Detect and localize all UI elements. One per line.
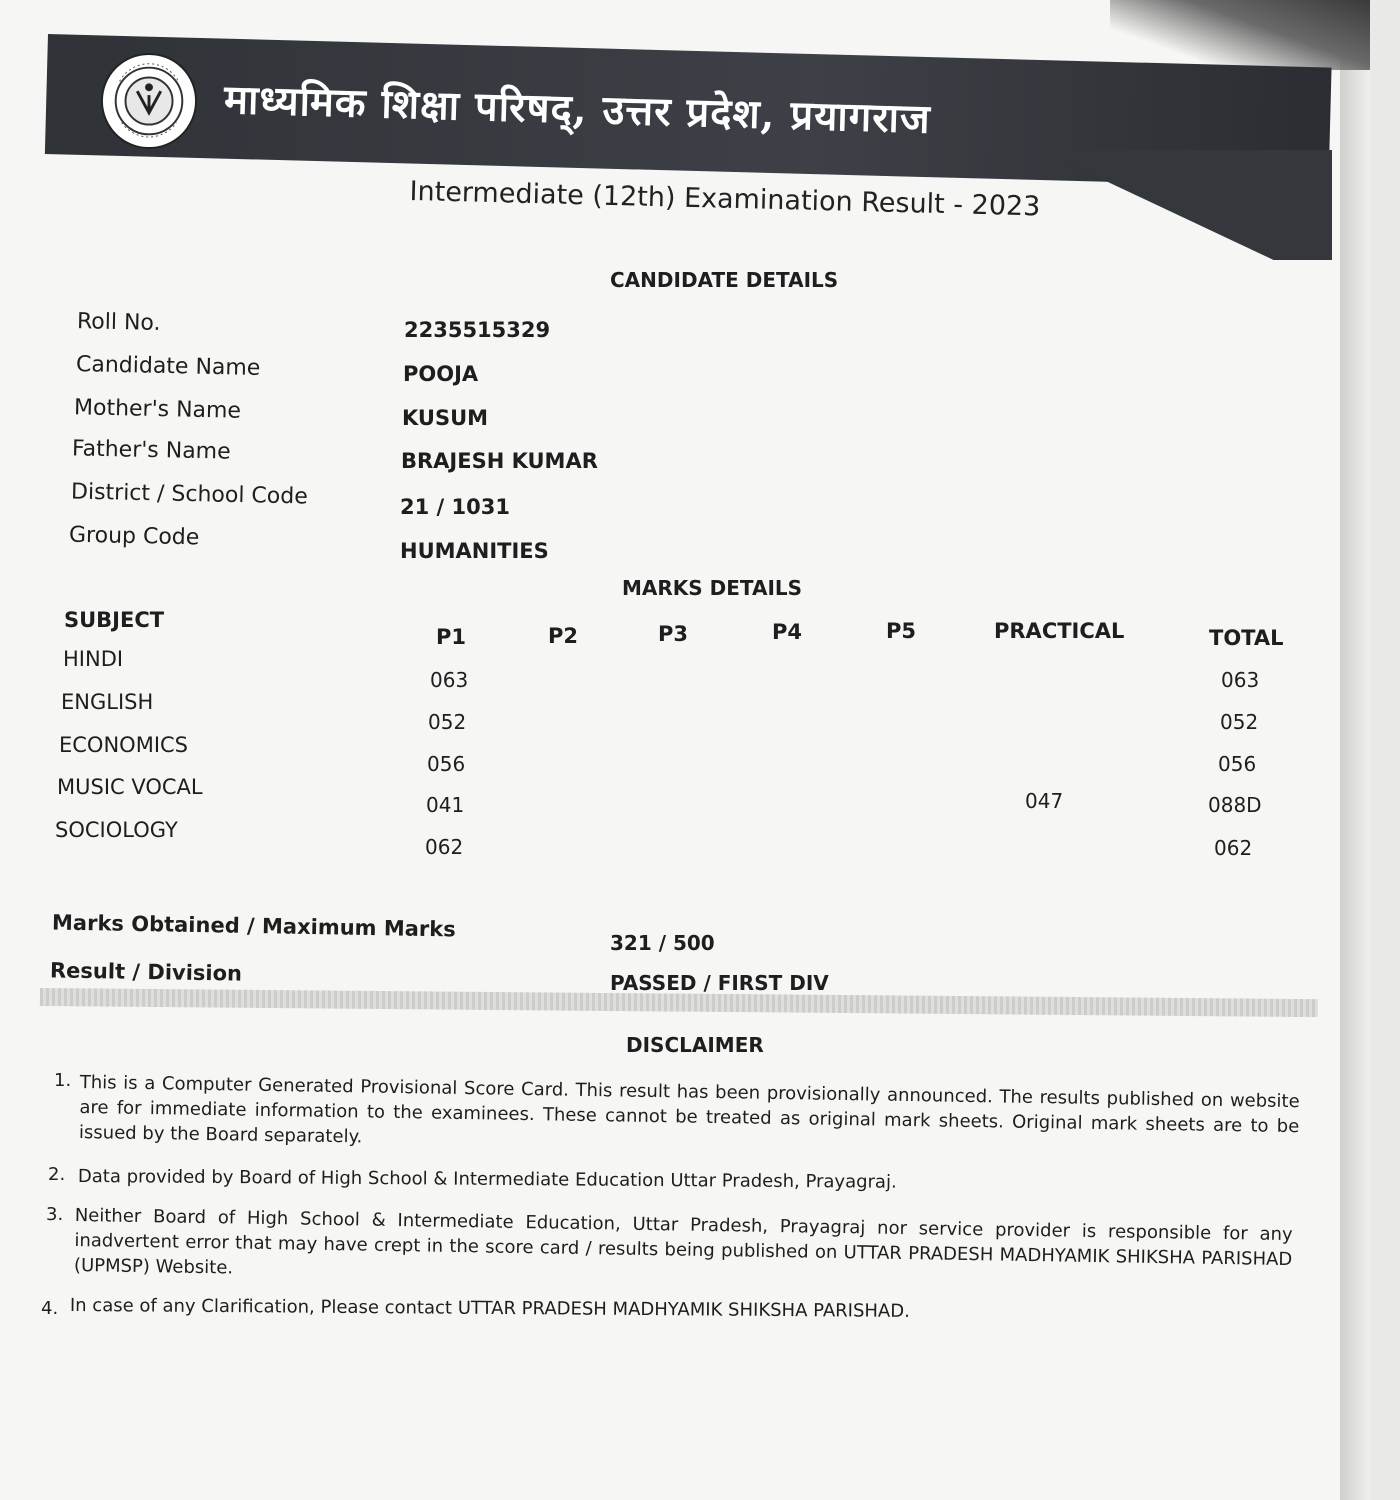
disclaimer-item: In case of any Clarification, Please contact UTTAR PRADESH MADHYAMIK SHIKSHA PARISHAD. [69,1295,910,1322]
disclaimer-item: This is a Computer Generated Provisional Score Card. This result has been provisionally announced. The results published on website are for immediate information to the examinees. These cannot be treated as original mark sheets. Original mark sheets are to be issued by the Board separately. [78,1071,1300,1148]
column-header-p1: P1 [436,625,467,649]
column-header-subject: SUBJECT [64,608,165,632]
p1-cell: 063 [430,668,469,692]
column-header-p4: P4 [772,620,803,644]
marks-details-heading: MARKS DETAILS [622,576,803,600]
group-code-label: Group Code [68,522,200,551]
candidate-name-value: POOJA [403,362,479,386]
p1-cell: 052 [428,710,467,734]
mother-name-value: KUSUM [402,406,489,430]
subject-cell: MUSIC VOCAL [57,775,203,799]
total-cell: 063 [1221,668,1260,692]
exam-title: Intermediate (12th) Examination Result - 2023 [409,176,1041,223]
subject-cell: HINDI [63,647,124,671]
result-division-label: Result / Division [49,958,243,986]
page-edge [1340,0,1370,1500]
column-header-p2: P2 [548,624,579,648]
subject-cell: SOCIOLOGY [55,818,178,842]
column-header-p5: P5 [886,619,917,643]
father-name-value: BRAJESH KUMAR [401,449,598,473]
district-school-code-value: 21 / 1031 [400,495,510,519]
mother-name-label: Mother's Name [73,395,242,424]
roll-no-label: Roll No. [76,309,161,336]
total-cell: 062 [1214,836,1253,860]
board-name: माध्यमिक शिक्षा परिषद्, उत्तर प्रदेश, प्रयागराज [223,75,932,143]
disclaimer-item: Data provided by Board of High School & Intermediate Education Uttar Pradesh, Prayagraj. [77,1166,897,1193]
disclaimer-number: 1. [54,1070,72,1091]
p1-cell: 041 [426,793,465,817]
total-cell: 088D [1208,793,1262,817]
disclaimer-number: 2. [48,1164,66,1185]
background-corner [1110,0,1370,70]
p1-cell: 062 [425,835,464,859]
marks-obtained-value: 321 / 500 [610,931,715,955]
result-division-value: PASSED / FIRST DIV [610,971,829,995]
column-header-total: TOTAL [1209,626,1284,650]
roll-no-value: 2235515329 [404,318,551,342]
header-banner-tail [1040,150,1332,260]
column-header-p3: P3 [658,622,689,646]
total-cell: 056 [1218,752,1257,776]
disclaimer-item: Neither Board of High School & Intermediate Education, Uttar Pradesh, Prayagraj nor service provider is responsible for any inadvertent error that may have crept in the score card / results being published on UTTAR PRADESH MADHYAMIK SHIKSHA PARISHAD (UPMSP) Website. [73,1204,1293,1279]
total-cell: 052 [1220,710,1259,734]
disclaimer-number: 4. [41,1298,59,1319]
marks-obtained-label: Marks Obtained / Maximum Marks [51,910,456,942]
candidate-details-heading: CANDIDATE DETAILS [610,268,839,292]
subject-cell: ECONOMICS [59,733,189,757]
subject-cell: ENGLISH [61,690,154,714]
p1-cell: 056 [427,752,466,776]
disclaimer-heading: DISCLAIMER [626,1033,764,1057]
disclaimer-number: 3. [46,1204,64,1225]
upmsp-emblem-icon [100,52,198,150]
father-name-label: Father's Name [71,436,231,465]
practical-cell: 047 [1025,789,1064,813]
group-code-value: HUMANITIES [400,539,549,563]
column-header-practical: PRACTICAL [994,619,1125,643]
candidate-name-label: Candidate Name [75,352,261,381]
district-school-code-label: District / School Code [70,479,309,510]
